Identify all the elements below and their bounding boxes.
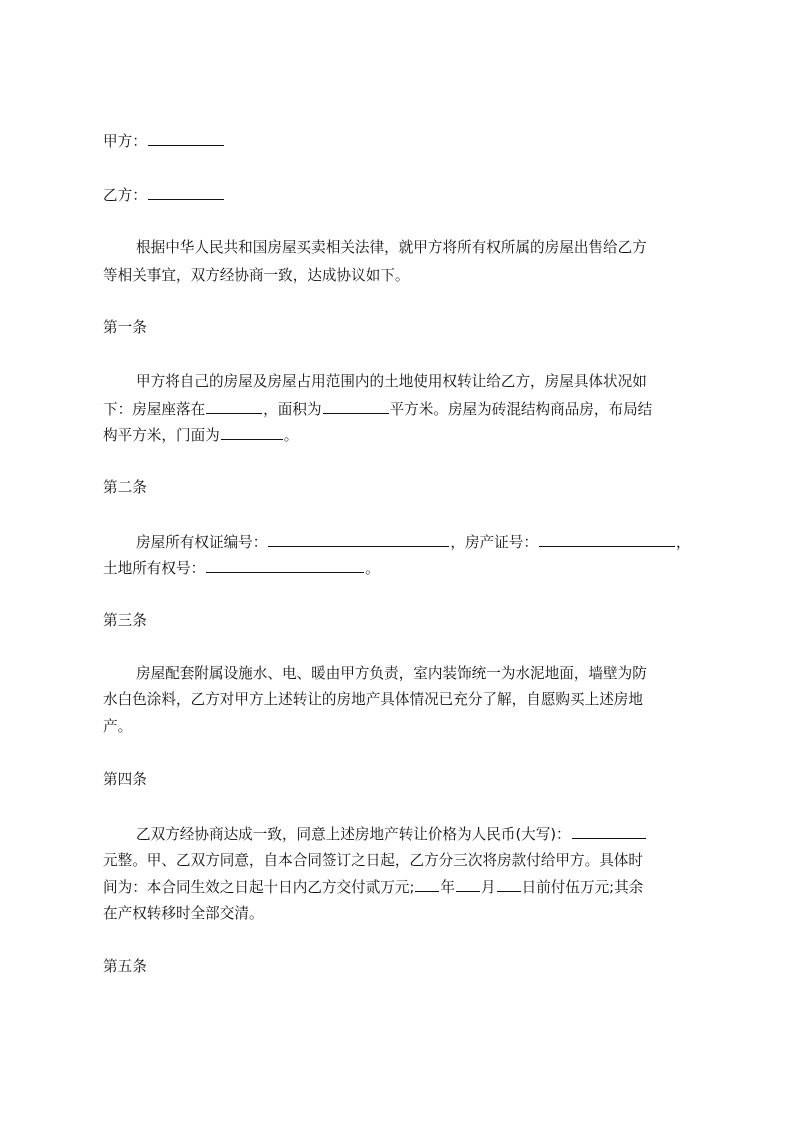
article-2-line-1	[136, 532, 736, 553]
article-1-text-period: 。	[283, 427, 299, 444]
article-3-line-3: 产。	[103, 718, 133, 735]
intro-line-2: 等相关事宜，双方经协商一致，达成协议如下。	[103, 267, 410, 284]
article-1-line-1: 甲方将自己的房屋及房屋占用范围内的土地使用权转让给乙方，房屋具体状况如	[136, 373, 647, 390]
month-blank[interactable]	[456, 877, 480, 892]
article-1-line-3	[103, 425, 703, 446]
location-blank[interactable]	[206, 399, 262, 414]
party-b-line	[103, 185, 703, 206]
article-5-heading: 第五条	[103, 958, 147, 975]
article-1-heading: 第一条	[103, 319, 147, 336]
price-blank[interactable]	[572, 824, 646, 839]
party-a-line	[103, 131, 703, 152]
article-4-line-4: 在产权转移时全部交清。	[103, 905, 264, 922]
intro-line-1: 根据中华人民共和国房屋买卖相关法律，就甲方将所有权所属的房屋出售给乙方	[136, 239, 647, 256]
price-text: 乙双方经协商达成一致，同意上述房地产转让价格为人民币(大写)：	[136, 826, 571, 843]
article-4-line-3	[103, 877, 703, 898]
party-b-blank[interactable]	[148, 185, 224, 200]
property-cert-label: ，房产证号：	[450, 534, 538, 551]
article-1-line-2	[103, 399, 703, 420]
article-1-text-layout: 构平方米，门面为	[103, 427, 220, 444]
article-2-line-2	[103, 558, 703, 579]
party-a-blank[interactable]	[148, 131, 224, 146]
article-2-comma: ，	[675, 534, 691, 551]
area-blank[interactable]	[323, 399, 389, 414]
storefront-blank[interactable]	[221, 425, 283, 440]
land-ownership-blank[interactable]	[206, 558, 364, 573]
ownership-cert-blank[interactable]	[268, 532, 449, 547]
article-2-heading: 第二条	[103, 479, 147, 496]
article-4-heading: 第四条	[103, 771, 147, 788]
article-1-text-structure: 平方米。房屋为砖混结构商品房，布局结	[389, 401, 653, 418]
article-2-period: 。	[365, 560, 380, 577]
article-1-text-located: 下：房屋座落在	[103, 401, 206, 418]
ownership-cert-label: 房屋所有权证编号：	[136, 534, 268, 551]
day-payment-text: 日前付伍万元;其余	[521, 879, 644, 896]
year-label: 年	[440, 879, 455, 896]
article-4-line-1	[136, 824, 736, 845]
day-blank[interactable]	[497, 877, 521, 892]
article-3-line-2: 水白色涂料，乙方对甲方上述转让的房地产具体情况已充分了解，自愿购买上述房地	[103, 691, 643, 708]
land-ownership-label: 土地所有权号：	[103, 560, 206, 577]
article-4-line-2: 元整。甲、乙双方同意，自本合同签订之日起，乙方分三次将房款付给甲方。具体时	[103, 852, 643, 869]
year-blank[interactable]	[415, 877, 439, 892]
payment-schedule-text: 间为：本合同生效之日起十日内乙方交付贰万元;	[103, 879, 415, 896]
article-1-text-area: ，面积为	[263, 401, 322, 418]
property-cert-blank[interactable]	[539, 532, 675, 547]
month-label: 月	[481, 879, 496, 896]
article-3-line-1: 房屋配套附属设施水、电、暖由甲方负责，室内装饰统一为水泥地面，墙壁为防	[136, 665, 647, 682]
article-3-heading: 第三条	[103, 612, 147, 629]
party-a-label: 甲方：	[103, 133, 147, 150]
party-b-label: 乙方：	[103, 187, 147, 204]
